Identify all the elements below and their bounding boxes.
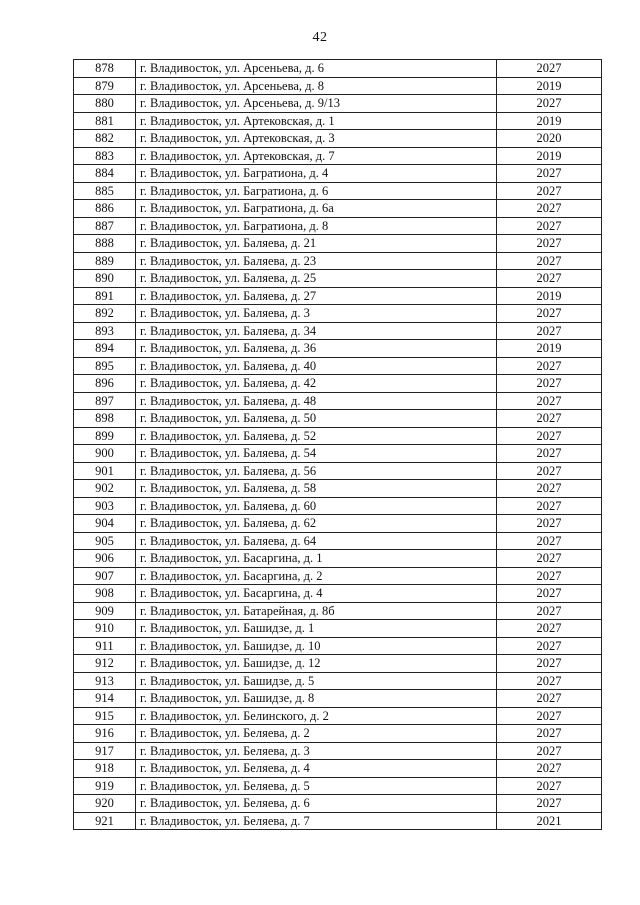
year-cell: 2027 [497,690,602,708]
year-cell: 2027 [497,760,602,778]
address-cell: г. Владивосток, ул. Беляева, д. 2 [136,725,497,743]
year-cell: 2027 [497,200,602,218]
table-row [74,637,602,655]
row-number-cell: 892 [74,305,136,323]
table-row [74,252,602,270]
table-row [74,567,602,585]
row-number-cell: 897 [74,392,136,410]
year-cell: 2027 [497,462,602,480]
address-cell: г. Владивосток, ул. Баляева, д. 40 [136,357,497,375]
row-number-cell: 913 [74,672,136,690]
row-number-cell: 890 [74,270,136,288]
year-cell: 2027 [497,60,602,78]
row-number-cell: 889 [74,252,136,270]
address-cell: г. Владивосток, ул. Артековская, д. 1 [136,112,497,130]
address-cell: г. Владивосток, ул. Арсеньева, д. 9/13 [136,95,497,113]
address-cell: г. Владивосток, ул. Арсеньева, д. 8 [136,77,497,95]
year-cell: 2020 [497,130,602,148]
year-cell: 2019 [497,77,602,95]
table-row [74,742,602,760]
row-number-cell: 899 [74,427,136,445]
year-cell: 2027 [497,165,602,183]
row-number-cell: 883 [74,147,136,165]
table-row [74,340,602,358]
table-row [74,392,602,410]
table-row [74,812,602,830]
table-row [74,130,602,148]
address-cell: г. Владивосток, ул. Башидзе, д. 8 [136,690,497,708]
table-row [74,147,602,165]
row-number-cell: 891 [74,287,136,305]
address-cell: г. Владивосток, ул. Баляева, д. 50 [136,410,497,428]
address-cell: г. Владивосток, ул. Беляева, д. 4 [136,760,497,778]
address-cell: г. Владивосток, ул. Баляева, д. 3 [136,305,497,323]
year-cell: 2027 [497,252,602,270]
row-number-cell: 902 [74,480,136,498]
address-cell: г. Владивосток, ул. Басаргина, д. 1 [136,550,497,568]
year-cell: 2027 [497,620,602,638]
table-row [74,655,602,673]
address-cell: г. Владивосток, ул. Басаргина, д. 2 [136,567,497,585]
year-cell: 2027 [497,795,602,813]
year-cell: 2027 [497,777,602,795]
year-cell: 2027 [497,480,602,498]
row-number-cell: 911 [74,637,136,655]
year-cell: 2027 [497,585,602,603]
row-number-cell: 908 [74,585,136,603]
year-cell: 2027 [497,95,602,113]
row-number-cell: 881 [74,112,136,130]
address-cell: г. Владивосток, ул. Артековская, д. 7 [136,147,497,165]
address-cell: г. Владивосток, ул. Башидзе, д. 5 [136,672,497,690]
row-number-cell: 920 [74,795,136,813]
year-cell: 2027 [497,637,602,655]
table-row [74,375,602,393]
registry-table [73,59,602,830]
page-number: 42 [312,30,328,45]
table-row [74,357,602,375]
table-row [74,112,602,130]
table-row [74,672,602,690]
address-cell: г. Владивосток, ул. Баляева, д. 58 [136,480,497,498]
address-cell: г. Владивосток, ул. Беляева, д. 3 [136,742,497,760]
year-cell: 2027 [497,532,602,550]
address-cell: г. Владивосток, ул. Баляева, д. 21 [136,235,497,253]
address-cell: г. Владивосток, ул. Баляева, д. 54 [136,445,497,463]
row-number-cell: 917 [74,742,136,760]
row-number-cell: 900 [74,445,136,463]
table-row [74,777,602,795]
row-number-cell: 882 [74,130,136,148]
year-cell: 2027 [497,515,602,533]
row-number-cell: 886 [74,200,136,218]
year-cell: 2027 [497,672,602,690]
table-row [74,707,602,725]
address-cell: г. Владивосток, ул. Басаргина, д. 4 [136,585,497,603]
table-row [74,602,602,620]
row-number-cell: 918 [74,760,136,778]
row-number-cell: 909 [74,602,136,620]
year-cell: 2027 [497,235,602,253]
table-row [74,795,602,813]
row-number-cell: 921 [74,812,136,830]
row-number-cell: 907 [74,567,136,585]
row-number-cell: 896 [74,375,136,393]
year-cell: 2027 [497,567,602,585]
address-cell: г. Владивосток, ул. Багратиона, д. 4 [136,165,497,183]
year-cell: 2027 [497,375,602,393]
year-cell: 2019 [497,340,602,358]
registry-table-body [74,60,602,830]
address-cell: г. Владивосток, ул. Багратиона, д. 6 [136,182,497,200]
table-row [74,95,602,113]
row-number-cell: 905 [74,532,136,550]
table-row [74,760,602,778]
year-cell: 2027 [497,427,602,445]
address-cell: г. Владивосток, ул. Баляева, д. 25 [136,270,497,288]
year-cell: 2027 [497,357,602,375]
address-cell: г. Владивосток, ул. Баляева, д. 56 [136,462,497,480]
address-cell: г. Владивосток, ул. Баляева, д. 42 [136,375,497,393]
address-cell: г. Владивосток, ул. Багратиона, д. 8 [136,217,497,235]
table-row [74,515,602,533]
year-cell: 2027 [497,392,602,410]
table-row [74,410,602,428]
address-cell: г. Владивосток, ул. Багратиона, д. 6а [136,200,497,218]
row-number-cell: 893 [74,322,136,340]
year-cell: 2019 [497,287,602,305]
row-number-cell: 885 [74,182,136,200]
row-number-cell: 887 [74,217,136,235]
year-cell: 2027 [497,497,602,515]
row-number-cell: 903 [74,497,136,515]
table-row [74,725,602,743]
year-cell: 2027 [497,270,602,288]
year-cell: 2027 [497,445,602,463]
table-row [74,585,602,603]
table-row [74,305,602,323]
row-number-cell: 914 [74,690,136,708]
table-row [74,270,602,288]
address-cell: г. Владивосток, ул. Арсеньева, д. 6 [136,60,497,78]
table-row [74,287,602,305]
address-cell: г. Владивосток, ул. Белинского, д. 2 [136,707,497,725]
year-cell: 2027 [497,305,602,323]
address-cell: г. Владивосток, ул. Башидзе, д. 12 [136,655,497,673]
table-row [74,182,602,200]
address-cell: г. Владивосток, ул. Беляева, д. 6 [136,795,497,813]
table-row [74,690,602,708]
row-number-cell: 919 [74,777,136,795]
address-cell: г. Владивосток, ул. Баляева, д. 23 [136,252,497,270]
row-number-cell: 904 [74,515,136,533]
address-cell: г. Владивосток, ул. Баляева, д. 60 [136,497,497,515]
year-cell: 2027 [497,550,602,568]
row-number-cell: 895 [74,357,136,375]
address-cell: г. Владивосток, ул. Баляева, д. 48 [136,392,497,410]
address-cell: г. Владивосток, ул. Баляева, д. 62 [136,515,497,533]
table-row [74,445,602,463]
address-cell: г. Владивосток, ул. Баляева, д. 64 [136,532,497,550]
row-number-cell: 888 [74,235,136,253]
row-number-cell: 898 [74,410,136,428]
table-row [74,532,602,550]
row-number-cell: 915 [74,707,136,725]
row-number-cell: 901 [74,462,136,480]
address-cell: г. Владивосток, ул. Баляева, д. 34 [136,322,497,340]
address-cell: г. Владивосток, ул. Баляева, д. 27 [136,287,497,305]
table-row [74,620,602,638]
table-row [74,200,602,218]
address-cell: г. Владивосток, ул. Артековская, д. 3 [136,130,497,148]
table-row [74,217,602,235]
year-cell: 2027 [497,217,602,235]
table-row [74,462,602,480]
row-number-cell: 879 [74,77,136,95]
year-cell: 2021 [497,812,602,830]
address-cell: г. Владивосток, ул. Башидзе, д. 10 [136,637,497,655]
table-row [74,480,602,498]
table-row [74,550,602,568]
row-number-cell: 916 [74,725,136,743]
table-row [74,322,602,340]
year-cell: 2027 [497,322,602,340]
row-number-cell: 912 [74,655,136,673]
address-cell: г. Владивосток, ул. Баляева, д. 52 [136,427,497,445]
table-row [74,235,602,253]
year-cell: 2027 [497,742,602,760]
table-row [74,427,602,445]
row-number-cell: 910 [74,620,136,638]
address-cell: г. Владивосток, ул. Батарейная, д. 8б [136,602,497,620]
year-cell: 2027 [497,725,602,743]
address-cell: г. Владивосток, ул. Башидзе, д. 1 [136,620,497,638]
row-number-cell: 894 [74,340,136,358]
row-number-cell: 880 [74,95,136,113]
table-row [74,165,602,183]
row-number-cell: 878 [74,60,136,78]
year-cell: 2027 [497,602,602,620]
year-cell: 2019 [497,112,602,130]
table-row [74,77,602,95]
address-cell: г. Владивосток, ул. Беляева, д. 5 [136,777,497,795]
year-cell: 2027 [497,410,602,428]
row-number-cell: 906 [74,550,136,568]
table-row [74,497,602,515]
address-cell: г. Владивосток, ул. Баляева, д. 36 [136,340,497,358]
year-cell: 2027 [497,707,602,725]
row-number-cell: 884 [74,165,136,183]
year-cell: 2027 [497,655,602,673]
year-cell: 2027 [497,182,602,200]
table-row [74,60,602,78]
address-cell: г. Владивосток, ул. Беляева, д. 7 [136,812,497,830]
year-cell: 2019 [497,147,602,165]
